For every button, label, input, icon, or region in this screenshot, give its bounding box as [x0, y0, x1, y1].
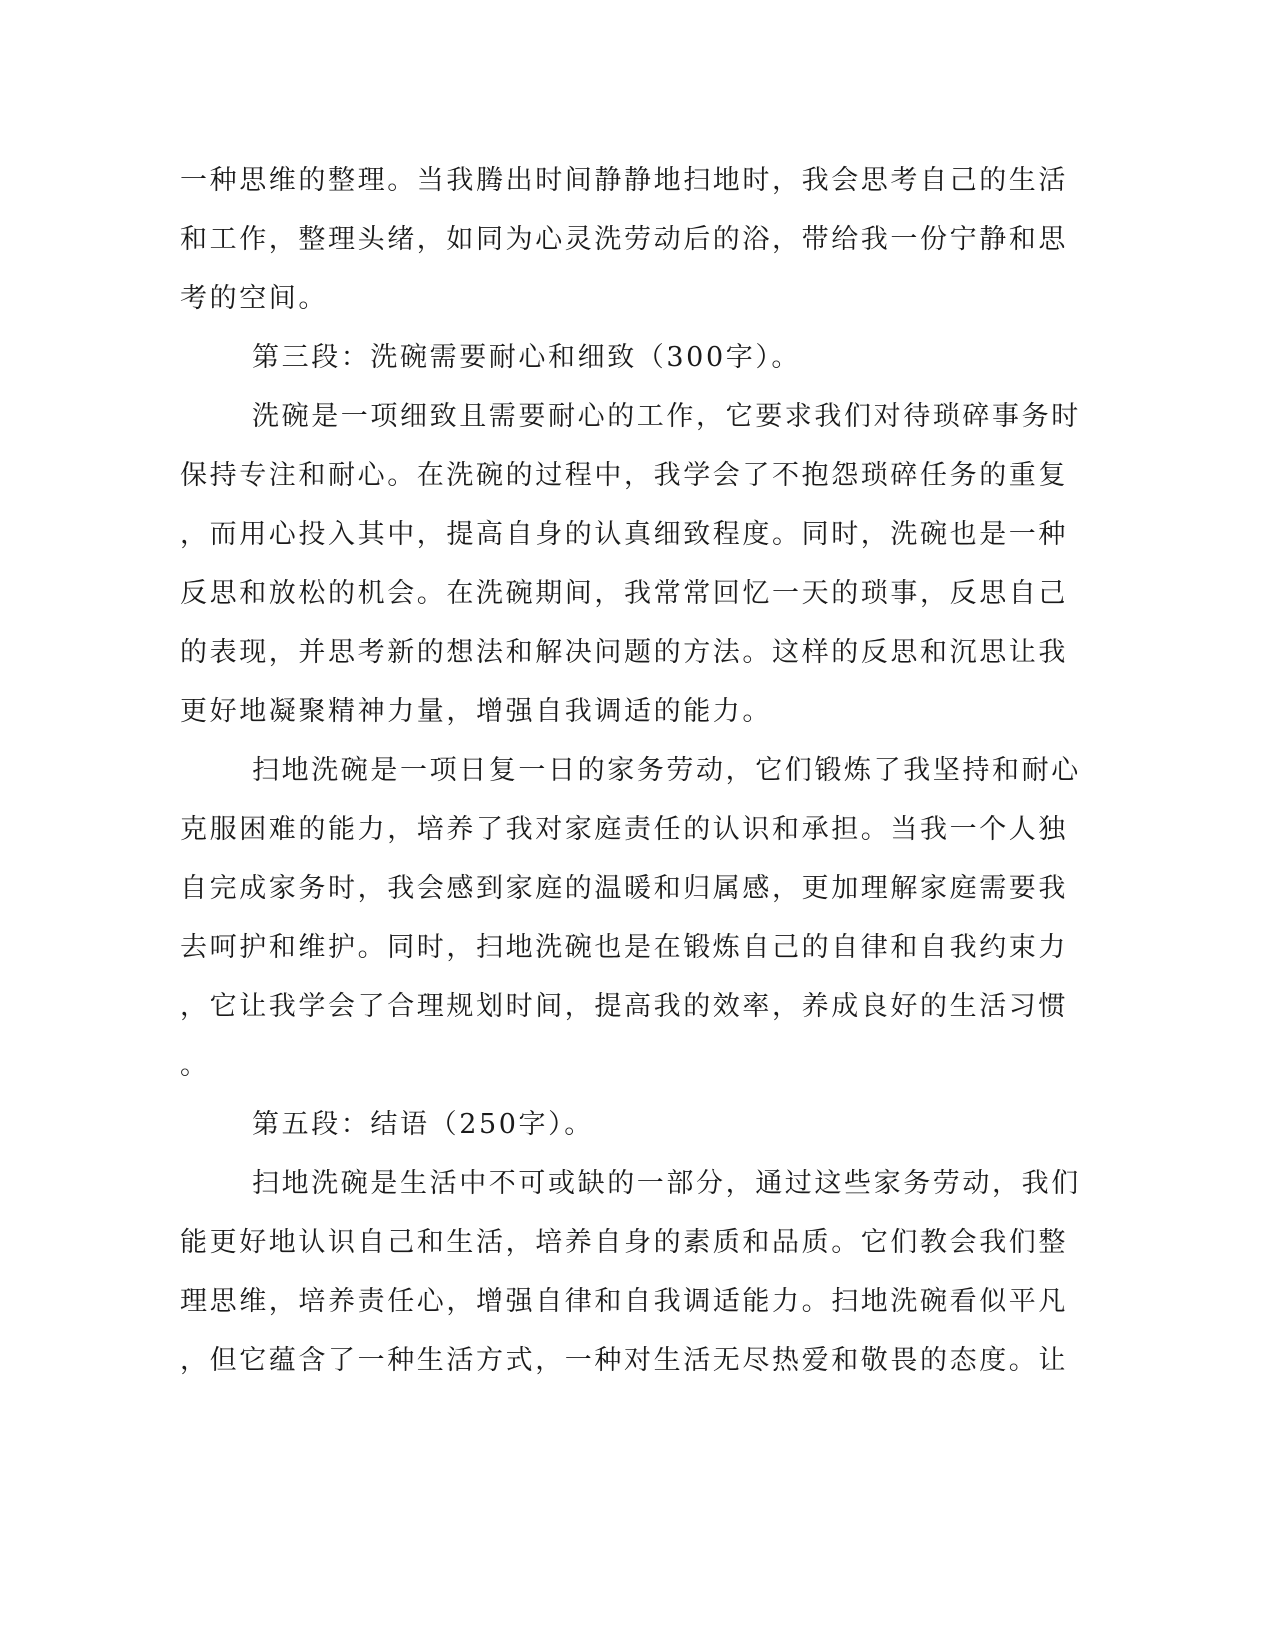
- text-line: 反思和放松的机会。在洗碗期间，我常常回忆一天的琐事，反思自己: [180, 578, 1068, 609]
- text-line: 。: [180, 1050, 210, 1081]
- text-line: 去呵护和维护。同时，扫地洗碗也是在锻炼自己的自律和自我约束力: [180, 932, 1068, 963]
- section-heading: 第三段：洗碗需要耐心和细致（300字）。: [252, 342, 802, 373]
- text-line: ，它让我学会了合理规划时间，提高我的效率，养成良好的生活习惯: [180, 991, 1068, 1022]
- text-line: ，但它蕴含了一种生活方式，一种对生活无尽热爱和敬畏的态度。让: [180, 1345, 1068, 1376]
- text-line: 克服困难的能力，培养了我对家庭责任的认识和承担。当我一个人独: [180, 814, 1068, 845]
- text-line: 考的空间。: [180, 283, 328, 314]
- text-line: 扫地洗碗是一项日复一日的家务劳动，它们锻炼了我坚持和耐心: [252, 755, 1081, 786]
- text-line: 的表现，并思考新的想法和解决问题的方法。这样的反思和沉思让我: [180, 637, 1068, 668]
- text-line: 自完成家务时，我会感到家庭的温暖和归属感，更加理解家庭需要我: [180, 873, 1068, 904]
- text-line: 和工作，整理头绪，如同为心灵洗劳动后的浴，带给我一份宁静和思: [180, 224, 1068, 255]
- section-heading: 第五段：结语（250字）。: [252, 1109, 594, 1140]
- text-line: 扫地洗碗是生活中不可或缺的一部分，通过这些家务劳动，我们: [252, 1168, 1081, 1199]
- text-line: 能更好地认识自己和生活，培养自身的素质和品质。它们教会我们整: [180, 1227, 1068, 1258]
- text-line: 洗碗是一项细致且需要耐心的工作，它要求我们对待琐碎事务时: [252, 401, 1081, 432]
- text-line: 保持专注和耐心。在洗碗的过程中，我学会了不抱怨琐碎任务的重复: [180, 460, 1068, 491]
- text-line: 理思维，培养责任心，增强自律和自我调适能力。扫地洗碗看似平凡: [180, 1286, 1068, 1317]
- text-line: 更好地凝聚精神力量，增强自我调适的能力。: [180, 696, 772, 727]
- text-line: 一种思维的整理。当我腾出时间静静地扫地时，我会思考自己的生活: [180, 165, 1068, 196]
- text-line: ，而用心投入其中，提高自身的认真细致程度。同时，洗碗也是一种: [180, 519, 1068, 550]
